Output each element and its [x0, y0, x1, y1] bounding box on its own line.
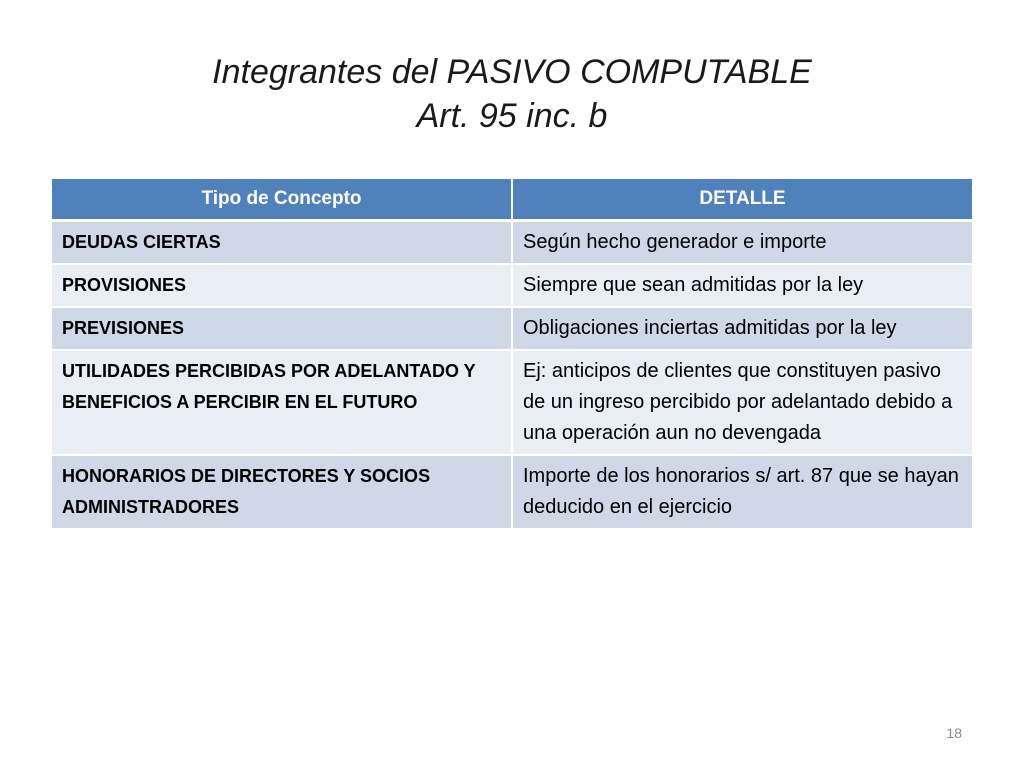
concept-table: [52, 179, 972, 530]
header-tipo-de-concepto: Tipo de Concepto: [52, 179, 512, 221]
table-row: [52, 264, 972, 307]
slide-title: [0, 50, 1024, 138]
table-header-row: [52, 179, 972, 221]
page-number: 18: [946, 725, 962, 741]
row-concept-cell: PREVISIONES: [52, 307, 512, 350]
table-row: [52, 221, 972, 265]
table-row: [52, 307, 972, 350]
concept-table-container: [52, 179, 972, 530]
table-row: [52, 455, 972, 529]
row-concept-cell: PROVISIONES: [52, 264, 512, 307]
row-concept-cell: HONORARIOS DE DIRECTORES Y SOCIOS ADMINISTRADORES: [52, 455, 512, 529]
row-detail-cell: Importe de los honorarios s/ art. 87 que se hayan deducido en el ejercicio: [512, 455, 972, 529]
slide-title-line-1: Integrantes del PASIVO COMPUTABLE: [212, 53, 812, 91]
row-concept-cell: UTILIDADES PERCIBIDAS POR ADELANTADO Y BENEFICIOS A PERCIBIR EN EL FUTURO: [52, 350, 512, 455]
header-detalle: DETALLE: [512, 179, 972, 221]
table-row: [52, 350, 972, 455]
row-detail-cell: Según hecho generador e importe: [512, 221, 972, 265]
row-detail-cell: Obligaciones inciertas admitidas por la ley: [512, 307, 972, 350]
row-detail-cell: Siempre que sean admitidas por la ley: [512, 264, 972, 307]
row-detail-cell: Ej: anticipos de clientes que constituyen pasivo de un ingreso percibido por adelantado debido a una operación aun no devengada: [512, 350, 972, 455]
row-concept-cell: DEUDAS CIERTAS: [52, 221, 512, 265]
slide-title-line-2: Art. 95 inc. b: [416, 97, 608, 135]
